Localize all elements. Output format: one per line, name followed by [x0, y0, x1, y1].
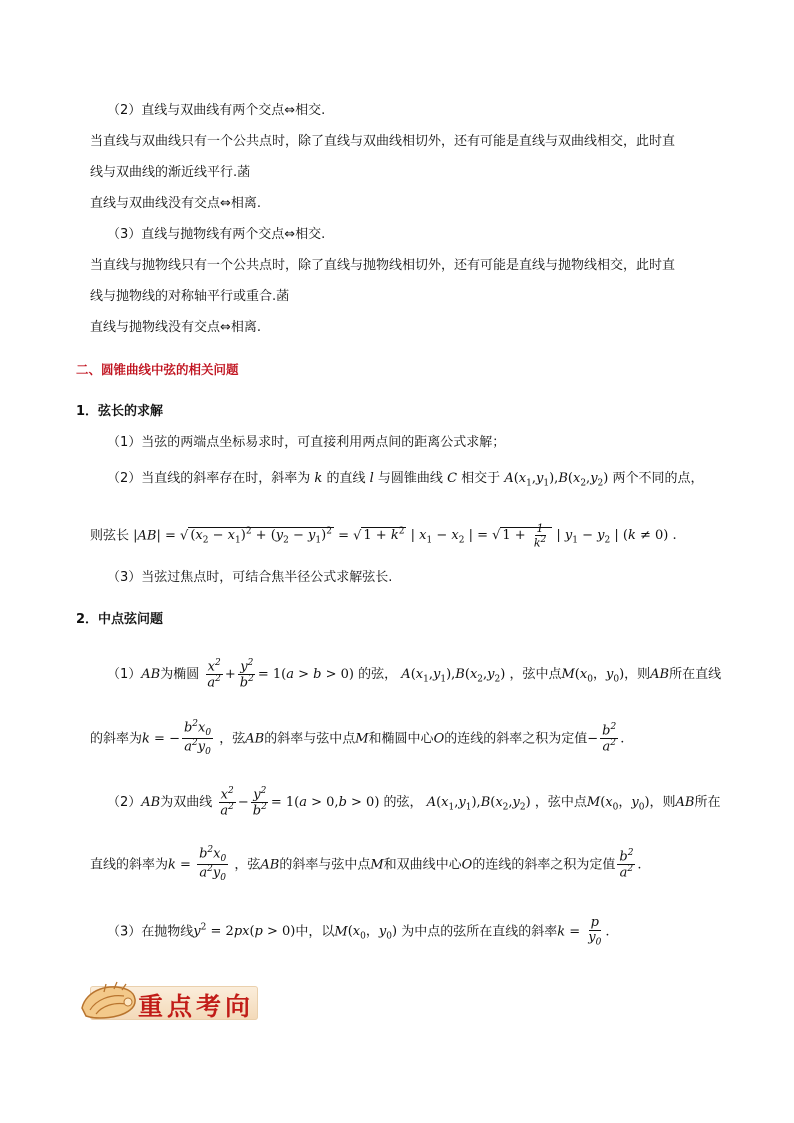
parabola-item: （3）直线与抛物线有两个交点⇔相交. — [107, 227, 326, 242]
chord-length-formula: 则弦长 |AB| = √ $(x_2 - x_1)^2 + (y_2 - y_1)^2$ = √ $1 + k^2$ | $x_1 - x_2$ | = √ 1 + $\frac{1}{k^2}$ | $y_1 - y_2$ | (k ≠ 0) . — [90, 521, 677, 550]
badge-title: 重点考向 — [138, 992, 255, 1021]
chord-length-p2: （2）当直线的斜率存在时，斜率为 k 的直线 l 与圆锥曲线 C 相交于 $A(x_1,y_1),B(x_2,y_2)$ 两个不同的点， — [107, 471, 704, 489]
hyperbola-mid-line1: （2）AB为双曲线 $\frac{x^2}{a^2}$ − $\frac{y^2}{b^2}$ = 1(a > 0,b > 0) 的弦， $A(x_1,y_1),B(x_2,y_2)$ ，弦中点$M(x_0$，$y_0$)，则AB所在 — [107, 786, 721, 819]
chord-length-p3: （3）当弦过焦点时，可结合焦半径公式求解弦长. — [107, 570, 393, 585]
hyperbola-note-line2: 线与双曲线的渐近线平行.菡 — [90, 165, 251, 180]
hyperbola-item: （2）直线与双曲线有两个交点⇔相交. — [107, 103, 326, 118]
chord-length-heading: 1．弦长的求解 — [76, 404, 164, 419]
parabola-mid-line: （3）在抛物线$y^2 = 2px(p > 0)$中，以$M(x_0$，$y_0$) 为中点的弦所在直线的斜率k = $\frac{p}{y_0}$ . — [107, 915, 610, 948]
ellipse-line2: 的斜率为k = − $\frac{b^2x_0}{a^2y_0}$ ，弦AB的斜率与弦中点M和椭圆中心O的连线的斜率之积为定值− $\frac{b^2}{a^2}$ . — [90, 719, 625, 758]
chord-length-p1: （1）当弦的两端点坐标易求时，可直接利用两点间的距离公式求解； — [107, 435, 506, 450]
hyperbola-no-point: 直线与双曲线没有交点⇔相离. — [90, 196, 262, 211]
ellipse-line1: （1）AB为椭圆 $\frac{x^2}{a^2}$ + $\frac{y^2}{b^2}$ = 1(a > b > 0) 的弦， $A(x_1,y_1),B(x_2,y_2)$ ，弦中点$M(x_0$，$y_0$)，则AB所在直线 — [107, 658, 722, 691]
hyperbola-mid-line2: 直线的斜率为k = $\frac{b^2x_0}{a^2y_0}$ ，弦AB的斜率与弦中点M和双曲线中心O的连线的斜率之积为定值 $\frac{b^2}{a^2}$ . — [90, 845, 642, 884]
hyperbola-note-line1: 当直线与双曲线只有一个公共点时，除了直线与双曲线相切外，还有可能是直线与双曲线相交，此时直 — [90, 134, 676, 149]
parabola-note-line2: 线与抛物线的对称轴平行或重合.菡 — [90, 289, 290, 304]
parabola-no-point: 直线与抛物线没有交点⇔相离. — [90, 320, 262, 335]
conch-shell-icon — [76, 978, 142, 1024]
parabola-note-line1: 当直线与抛物线只有一个公共点时，除了直线与抛物线相切外，还有可能是直线与抛物线相交，此时直 — [90, 258, 676, 273]
section-title: 二、圆锥曲线中弦的相关问题 — [76, 362, 239, 377]
midpoint-heading: 2．中点弦问题 — [76, 612, 164, 627]
key-direction-badge — [76, 978, 262, 1024]
